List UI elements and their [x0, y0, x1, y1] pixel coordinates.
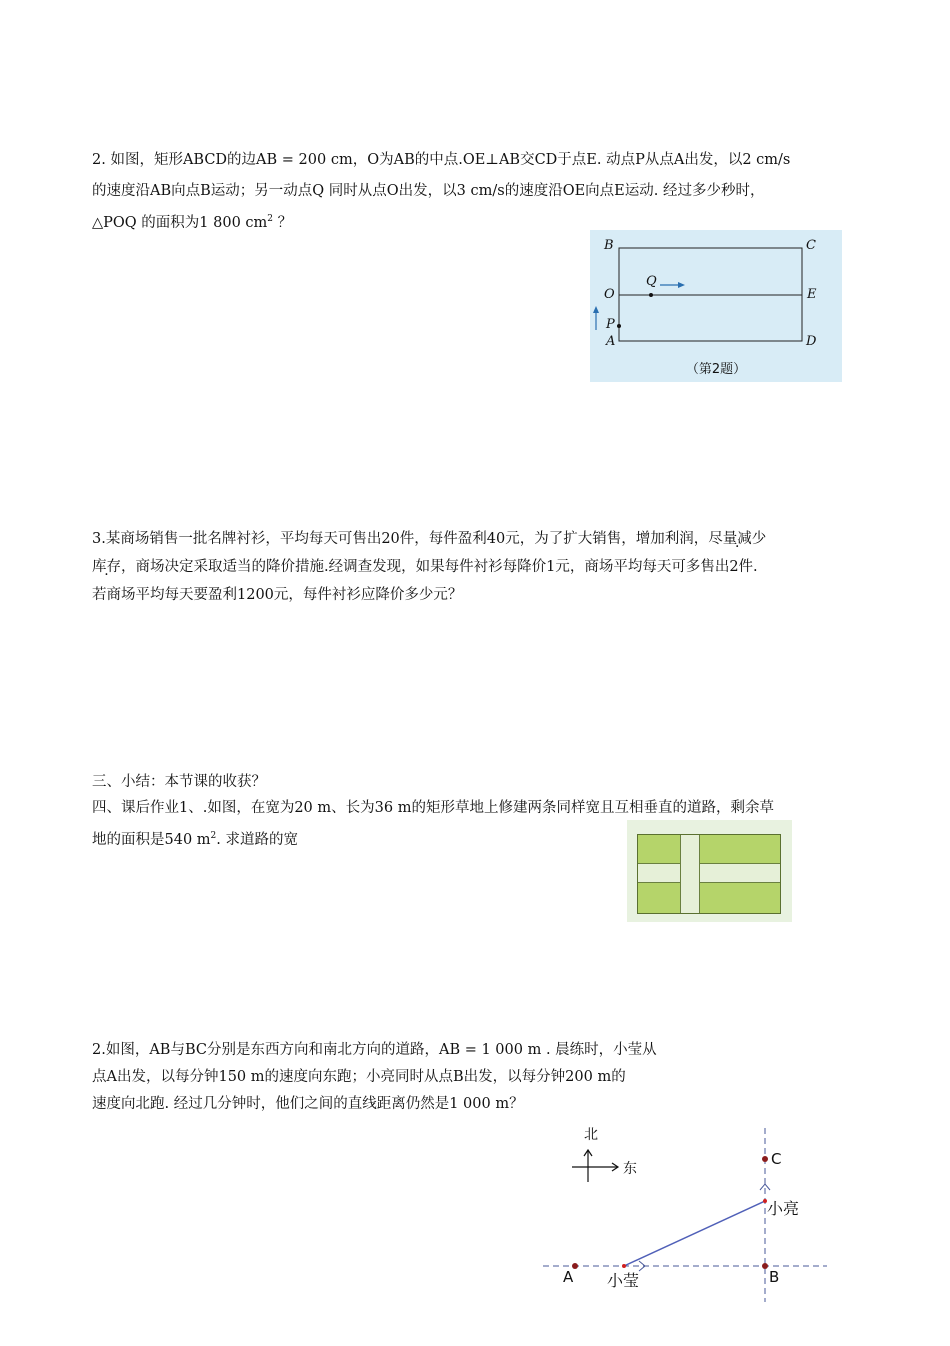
arrow-p-head	[593, 306, 599, 313]
label-b: B	[769, 1268, 780, 1286]
label-d: D	[806, 334, 817, 349]
label-xiaoliang: 小亮	[767, 1199, 800, 1218]
superscript: 2	[267, 214, 274, 224]
figure-roads-abc	[535, 1120, 835, 1320]
point-q	[649, 293, 653, 297]
figure-rectangle-abcd	[590, 230, 842, 382]
label-p: P	[606, 317, 615, 332]
road-intersection	[681, 864, 699, 882]
emphasis-dotted-text: 尽量减少	[708, 531, 767, 547]
problem2-line3-text: △POQ 的面积为1 800 cm	[92, 214, 268, 231]
label-north: 北	[584, 1127, 598, 1143]
figure-grass-field	[627, 820, 792, 922]
problem2-line1: 2. 如图，矩形ABCD的边AB = 200 cm，O为AB的中点.OE⊥AB交CD于点E. 动点P从点A出发，以2 cm/s	[92, 152, 791, 168]
label-east: 东	[623, 1161, 637, 1177]
problem3-line2-text: ，商场决定采取适当的降价措施.经调查发现，如果每件衬衫每降价1元，商场平均每天可多售出2件.	[121, 559, 758, 575]
problem2-line3-end: ？	[273, 214, 293, 231]
point-p	[617, 324, 621, 328]
problem3-line1	[92, 529, 766, 549]
label-a: A	[606, 334, 616, 349]
horizontal-road	[638, 863, 780, 883]
problem2-line3	[92, 209, 292, 233]
distance-line	[624, 1201, 765, 1266]
homework1-line1: 四、课后作业1、.如图，在宽为20 m、长为36 m的矩形草地上修建两条同样宽且互相垂直的道路，剩余草	[92, 800, 774, 816]
label-o: O	[604, 287, 615, 302]
arrow-q-head	[678, 282, 685, 288]
roads-diagram	[535, 1120, 835, 1320]
label-xiaoying: 小莹	[607, 1271, 640, 1290]
homework1-line2	[92, 826, 298, 850]
homework2-line1: 2.如图，AB与BC分别是东西方向和南北方向的道路，AB = 1 000 m . 晨练时，小莹从	[92, 1042, 657, 1058]
homework1-line2-end: . 求道路的宽	[216, 831, 298, 848]
homework1-line2-text: 地的面积是540 m	[92, 831, 211, 848]
label-b: B	[604, 238, 614, 253]
label-c: C	[771, 1150, 782, 1168]
problem3-line3: 若商场平均每天要盈利1200元，每件衬衫应降价多少元？	[92, 587, 463, 603]
label-a: A	[563, 1268, 574, 1286]
problem3-line2	[92, 557, 758, 577]
point-b	[762, 1263, 768, 1269]
homework2-line3: 速度向北跑. 经过几分钟时，他们之间的直线距离仍然是1 000 m？	[92, 1096, 524, 1112]
label-q: Q	[646, 274, 657, 289]
label-e: E	[807, 287, 817, 302]
problem2-line2: 的速度沿AB向点B运动；另一动点Q 同时从点O出发，以3 cm/s的速度沿OE向点E运动. 经过多少秒时，	[92, 183, 765, 199]
summary-line: 三、小结：本节课的收获？	[92, 774, 266, 790]
point-c	[762, 1156, 768, 1162]
figure-caption: （第2题）	[685, 362, 747, 377]
homework2-line2: 点A出发，以每分钟150 m的速度向东跑；小亮同时从点B出发，以每分钟200 m的	[92, 1069, 626, 1085]
emphasis-dotted-text: 库存	[92, 559, 121, 575]
problem3-line1-text: 3.某商场销售一批名牌衬衫，平均每天可售出20件，每件盈利40元，为了扩大销售，增加利润，	[92, 531, 709, 547]
superscript: 2	[210, 831, 217, 841]
label-c: C	[806, 238, 816, 253]
